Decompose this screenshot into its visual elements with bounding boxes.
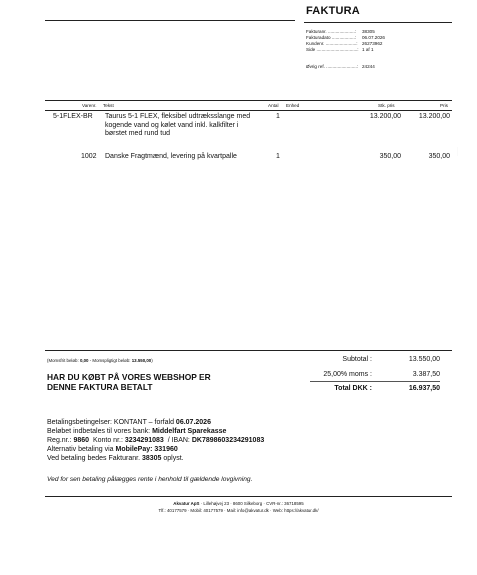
row-pris: 13.200,00 [418,113,450,120]
vat-breakdown [47,358,153,363]
row-antal: 1 [276,113,280,120]
meta-value: 38305 [362,29,375,34]
reg-value: 9860 [73,437,90,444]
total-rule [310,381,440,382]
total-label: Total DKK : [334,385,372,392]
account-label: Konto nr.: [92,437,123,444]
meta-key: Fakturadato ..................: [306,35,357,40]
alt-payment-label: Alternativ betaling via [47,446,114,453]
side-mark: ········· [455,147,459,156]
webshop-notice-line1: HAR DU KØBT PÅ VORES WEBSHOP ER [47,372,211,382]
vat-value: 3.387,50 [412,371,440,378]
meta-row-invoice-date [306,35,385,40]
account-value: 3234291083 [124,437,164,444]
footer-rule [45,496,452,497]
column-header-pris: Pris [440,103,448,108]
reg-label: Reg.nr.: [47,437,72,444]
payment-terms-label: Betalingsbetingelser: KONTANT – forfald [47,419,174,426]
payment-ref-suffix: oplyst. [163,455,184,462]
footer-contact: Tlf.: 40177579 · Mobil: 40177579 · Mail: info@akvatur.dk · Web: https://akvatur.dk/ [158,508,319,513]
payment-ref-label: Ved betaling bedes Fakturanr. [47,455,141,462]
column-header-tekst: Tekst [103,103,114,108]
payment-ref-value: 38305 [141,455,162,462]
payment-reference [47,455,184,464]
payment-terms [47,419,211,428]
meta-key: Øvrig ref. ........................: [306,64,359,69]
table-header-rule [45,110,452,111]
footer-address [0,501,477,506]
footer-company: Akvatur ApS [173,501,200,506]
header-right-rule [304,22,452,23]
meta-value: 24244 [362,64,375,69]
meta-row-invoice-number [306,29,375,34]
row-tekst: Danske Fragtmænd, levering på kvartpalle [105,153,237,160]
meta-row-customer-number [306,41,382,46]
iban-value: DK7898603234291083 [191,437,265,444]
summary-rule [45,350,452,351]
meta-value: 06.07.2026 [362,35,385,40]
meta-value: 1 af 1 [362,47,374,52]
meta-key: Fakturanr. .....................: [306,29,357,34]
row-varenr: 5-1FLEX-BR [53,113,93,120]
alt-payment-value: MobilePay: 331960 [115,446,178,453]
row-varenr: 1002 [81,153,97,160]
vat-liable-label: - Momspligtigt beløb: [89,358,131,363]
vat-free-label: (Momsfrit beløb: [47,358,79,363]
row-stk-pris: 13.200,00 [369,113,401,120]
vat-label: 25,00% moms : [323,371,372,378]
iban-label: / IBAN: [167,437,190,444]
late-payment-note: Ved for sen betaling pålægges rente i henhold til gældende lovgivning. [47,476,253,483]
row-tekst: Taurus 5-1 FLEX, fleksibel udtræksslange med kogende vand og kølet vand inkl. kalkfilter i børstet med rund tud [105,113,251,138]
webshop-notice-line2: DENNE FAKTURA BETALT [47,382,153,392]
row-pris: 350,00 [428,153,450,160]
column-header-enhed: Enhed [286,103,300,108]
payment-bank [47,428,226,437]
subtotal-label: Subtotal : [342,356,372,363]
payment-bank-name: Middelfart Sparekasse [152,428,227,435]
subtotal-value: 13.550,00 [408,356,440,363]
vat-breakdown-close: ) [151,358,153,363]
invoice-title: FAKTURA [306,5,360,17]
meta-row-other-ref [306,64,375,69]
column-header-antal: Antal [268,103,279,108]
header-left-rule [45,20,295,21]
meta-value: 26273962 [362,41,383,46]
meta-row-page [306,47,374,52]
column-header-varenr: Varenr. [82,103,97,108]
meta-key: Kundenr. ........................: [306,41,358,46]
payment-alternative [47,446,178,455]
payment-bank-label: Beløbet indbetales til vores bank: [47,428,151,435]
total-value: 16.937,50 [408,385,440,392]
webshop-notice [47,372,211,392]
vat-liable-value: 13.550,00 [131,358,152,363]
footer-address-rest: · Lillehøjvej 23 · 8600 Silkeborg · CVR-nr.: 36718595 [200,501,304,506]
payment-account [47,437,264,446]
meta-key: Side ................................: [306,47,359,52]
vat-free-value: 0,00 [79,358,89,363]
payment-terms-date: 06.07.2026 [175,419,211,426]
column-header-stk-pris: Stk. pris [378,103,395,108]
table-top-rule [45,100,452,101]
row-stk-pris: 350,00 [379,153,401,160]
row-antal: 1 [276,153,280,160]
